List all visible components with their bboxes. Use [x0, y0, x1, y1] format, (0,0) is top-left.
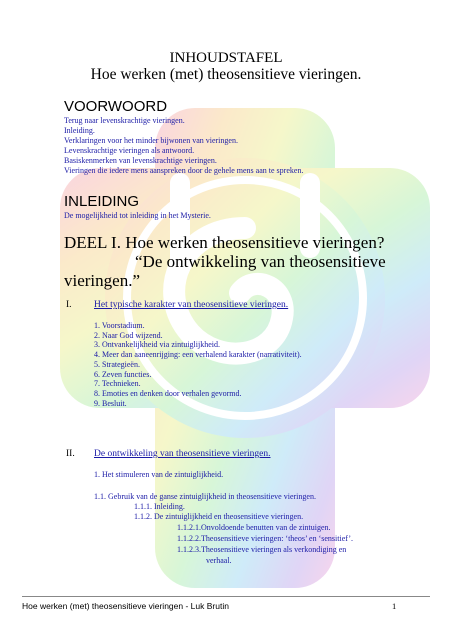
toc-entry[interactable]: 1.1.2.1.Onvoldoende benutten van de zintuigen. — [177, 523, 331, 532]
deel1-heading: DEEL I. Hoe werken theosensitieve vieringen? — [64, 233, 385, 252]
toc-entry[interactable]: 1.1.1. Inleiding. — [134, 502, 185, 511]
toc-entry[interactable]: 9. Besluit. — [94, 398, 127, 408]
page-number: 1 — [392, 601, 397, 611]
toc-entry[interactable]: 6. Zeven functies. — [94, 369, 152, 379]
toc-entry[interactable]: 1.1. Gebruik van de ganse zintuiglijkheid in theosensitieve vieringen. — [94, 492, 316, 501]
toc-entry[interactable]: 7. Technieken. — [94, 379, 141, 389]
footer-text: Hoe werken (met) theosensitieve vieringen - Luk Brutin — [22, 601, 229, 611]
toc-entry[interactable]: 1. Het stimuleren van de zintuiglijkheid. — [94, 470, 224, 479]
toc-entry[interactable]: 1.1.2. De zintuiglijkheid en theosensitieve vieringen. — [134, 512, 304, 521]
voorwoord-item: Inleiding. — [64, 126, 95, 135]
toc-entry[interactable]: 4. Meer dan aaneenrijging: een verhalend karakter (narrativiteit). — [94, 350, 302, 360]
toc-entry[interactable]: 2. Naar God wijzend. — [94, 330, 163, 340]
voorwoord-item: Vieringen die iedere mens aanspreken door de gehele mens aan te spreken. — [64, 166, 304, 175]
footer-divider — [22, 596, 430, 597]
voorwoord-item: Basiskenmerken van levenskrachtige vieringen. — [64, 156, 217, 165]
section-title[interactable]: De ontwikkeling van theosensitieve vieringen. — [94, 449, 271, 459]
inleiding-heading: INLEIDING — [64, 193, 140, 210]
deel1-heading-line3: vieringen.” — [64, 271, 140, 290]
toc-entry[interactable]: 1.1.2.2.Theosensitieve vieringen: ‘theos’ en ‘sensitief’. — [177, 534, 354, 543]
document-title: INHOUDSTAFEL — [169, 50, 283, 66]
section-title[interactable]: Het typische karakter van theosensitieve vieringen. — [94, 300, 289, 310]
voorwoord-item: Terug naar levenskrachtige vieringen. — [64, 116, 185, 125]
inleiding-item: De mogelijkheid tot inleiding in het Mysterie. — [64, 211, 211, 220]
section-numeral: II. — [66, 449, 75, 459]
document-subtitle: Hoe werken (met) theosensitieve vieringen. — [90, 66, 362, 83]
toc-entry[interactable]: 5. Strategieën. — [94, 359, 140, 369]
voorwoord-item: Verklaringen voor het minder bijwonen van vieringen. — [64, 136, 238, 145]
toc-entry[interactable]: 8. Emoties en denken door verhalen gevormd. — [94, 388, 242, 398]
toc-entry-continued[interactable]: verhaal. — [206, 556, 232, 565]
deel1-heading-line2: “De ontwikkeling van theosensitieve — [135, 252, 386, 271]
toc-entry[interactable]: 1. Voorstadium. — [94, 321, 145, 330]
section-numeral: I. — [66, 300, 72, 310]
section1-list — [94, 321, 302, 408]
voorwoord-item: Levenskrachtige vieringen als antwoord. — [64, 146, 195, 155]
voorwoord-heading: VOORWOORD — [64, 98, 168, 115]
toc-entry[interactable]: 3. Ontvankelijkheid via zintuiglijkheid. — [94, 340, 220, 350]
toc-entry[interactable]: 1.1.2.3.Theosensitieve vieringen als verkondiging en — [177, 545, 347, 554]
